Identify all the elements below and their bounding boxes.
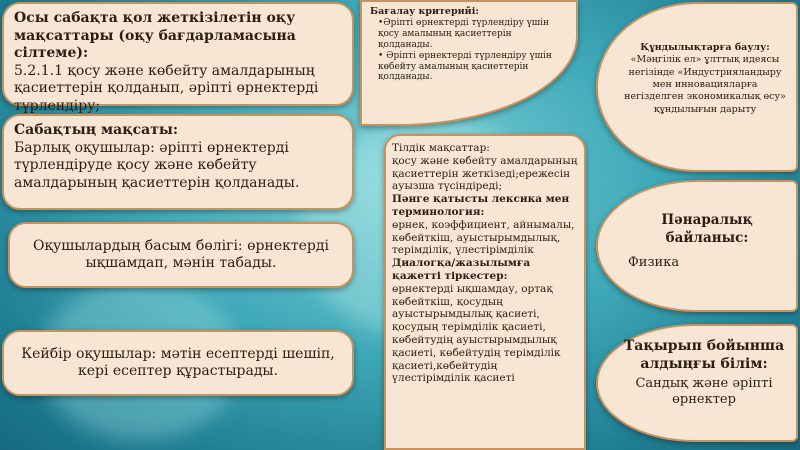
some-students-text: Кейбір оқушылар: мәтін есептерді шешіп, кері есептер құрастырады. [21,345,335,379]
prior-knowledge-value: Сандық және әріпті өрнектер [635,376,773,408]
some-students-box [2,330,354,396]
majority-students-text: Оқушылардың басым бөлігі: өрнектерді ықшамдап, мәнін табады. [33,237,329,271]
learning-goals-text: 5.2.1.1 қосу және көбейту амалдарының қасиеттерін қолданып, әріпті өрнектерді түрлендіру; [14,62,319,114]
cross-curricular-box [596,180,798,312]
values-text: «Мәңгілік ел» ұлттық идеясы негізінде «Индустрияландыру мен инновацияларға негізделген экономикалық өсу» құндылығын дарыту [624,54,786,115]
assessment-criteria-title: Бағалау критерийі: [370,6,479,17]
values-title: Құндылықтарға баулу: [640,42,770,53]
language-objectives-box [384,134,586,450]
cross-curricular-value: Физика [628,255,680,271]
values-box [596,2,798,172]
assessment-criteria-item: • Әріпті өрнектерді түрлендіру үшін көбейту амалының қасиеттерін қолданады. [378,50,552,83]
dialog-phrases-text: өрнектерді ықшамдау, ортақ көбейткіш, қосудың ауыстырымдылық қасиеті, қосудың терімділік қасиеті, көбейтудің ауыстырымдылық қасиеті, көбейтудің терімділік қасиеті,көбейтудің үлестірімділік қасиеті [392,282,561,385]
lesson-aim-text: Барлық оқушылар: әріпті өрнектерді түрлендіруде қосу және көбейту амалдарының қасиеттерін қолданады. [14,139,300,191]
language-objectives-title: Тілдік мақсаттар: [392,142,490,154]
vocabulary-text: өрнек, коэффициент, айнымалы, көбейткіш, ауыстырымдылық, терімділік, үлестірімділік [392,218,575,257]
cross-curricular-title: Пәнаралық байланыс: [661,212,753,246]
lesson-aim-title: Сабақтың мақсаты: [14,122,179,138]
dialog-phrases-title: Диалогқа/жазылымға қажетті тіркестер: [392,257,531,282]
learning-goals-title: Осы сабақта қол жеткізілетін оқу мақсаттары (оқу бағдарламасына сілтеме): [14,10,296,61]
prior-knowledge-title: Тақырып бойынша алдыңғы білім: [623,338,785,372]
lesson-aim-box [2,114,354,210]
prior-knowledge-box [596,324,798,442]
vocabulary-title: Пәнге қатысты лексика мен терминология: [392,193,570,218]
language-objectives-intro: қосу және көбейту амалдарының қасиеттерін жеткізеді;ережесін ауызша түсіндіреді; [392,154,578,193]
assessment-criteria-item: •Әріпті өрнектерді түрлендіру үшін қосу амалының қасиеттерін қолданады. [378,18,550,50]
majority-students-box [8,222,354,288]
learning-goals-box [2,2,354,114]
assessment-criteria-list [370,18,568,83]
assessment-criteria-box [360,0,578,126]
